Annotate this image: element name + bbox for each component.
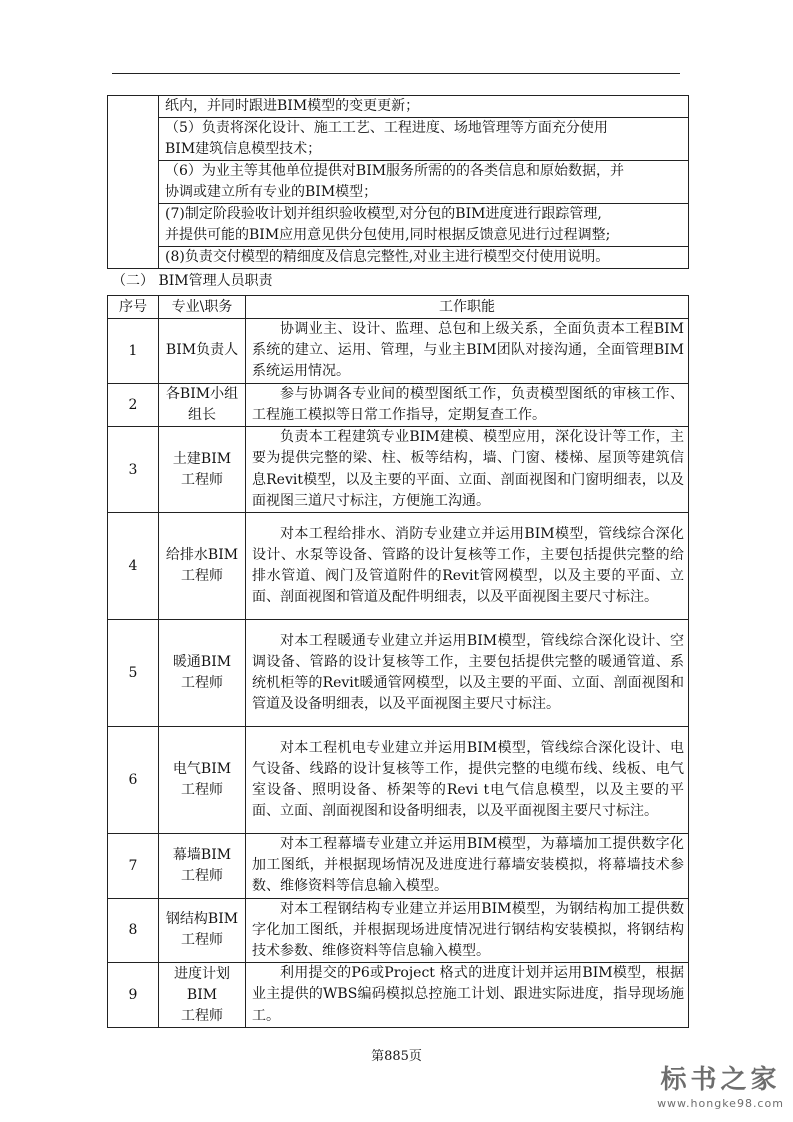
continuation-line: (8)负责交付模型的精细度及信息完整性,对业主进行模型交付使用说明。 — [165, 249, 610, 265]
table-row — [108, 963, 689, 1028]
table-row — [108, 620, 689, 727]
duty-text: 对本工程机电专业建立并运用BIM模型，管线综合深化设计、电气设备、线路的设计复核等工作，提供完整的电缆布线、线板、电气室设备、照明设备、桥架等的Revi t电气信息模型，以及主要的平面、立面、剖面视图和设备明细表，以及平面视图主要尺寸标注。 — [252, 739, 684, 820]
continuation-line: (7)制定阶段验收计划并组织验收模型,对分包的BIM进度进行跟踪管理, — [165, 206, 602, 222]
duty-text: 协调业主、设计、监理、总包和上级关系，全面负责本工程BIM系统的建立、运用、管理，与业主BIM团队对接沟通，全面管理BIM系统运用情况。 — [252, 321, 684, 380]
row-role — [159, 383, 246, 426]
duty-text: 对本工程暖通专业建立并运用BIM模型，管线综合深化设计、空调设备、管路的设计复核等工作，主要包括提供完整的暖通管道、系统机柜等的Revit暖通管网模型，以及主要的平面、立面、剖面视图和管道及设备明细表，以及平面视图主要尺寸标注。 — [252, 632, 684, 713]
row-duty — [246, 513, 689, 620]
continuation-line: 并提供可能的BIM应用意见供分包使用,同时根据反馈意见进行过程调整; — [165, 227, 611, 243]
row-duty — [246, 834, 689, 899]
header-duty: 工作职能 — [246, 296, 689, 319]
row-role — [159, 834, 246, 899]
row-duty — [246, 898, 689, 963]
row-role — [159, 727, 246, 834]
role-line: 暖通BIM — [172, 654, 232, 671]
row-role — [159, 620, 246, 727]
role-line: 组长 — [188, 406, 216, 423]
table-header-row — [108, 296, 689, 319]
table-row — [108, 383, 689, 426]
role-line: 进度计划 — [174, 965, 230, 982]
row-index: 2 — [108, 383, 159, 426]
continuation-line: 协调或建立所有专业的BIM模型； — [165, 184, 378, 200]
role-line: BIM负责人 — [165, 342, 239, 359]
logo-url: www.hongke98.com — [657, 1097, 784, 1110]
duty-text: 对本工程钢结构专业建立并运用BIM模型，为钢结构加工提供数字化加工图纸，并根据现场进度情况进行钢结构安装模拟，将钢结构技术参数、维修资料等信息输入模型。 — [252, 900, 684, 960]
header-role: 专业\职务 — [159, 296, 246, 319]
row-role — [159, 319, 246, 384]
role-line: 给排水BIM — [165, 547, 239, 564]
role-line: 工程师 — [181, 568, 223, 585]
row-index: 5 — [108, 620, 159, 727]
continuation-cell — [159, 204, 689, 247]
page-number: 第885页 — [371, 1049, 422, 1064]
table-row — [108, 898, 689, 963]
role-line: 各BIM小组 — [165, 385, 239, 402]
role-line: 工程师 — [181, 675, 223, 692]
continuation-cell — [159, 161, 689, 204]
duty-text: 参与协调各专业间的模型图纸工作，负责模型图纸的审核工作、工程施工模拟等日常工作指导，定期复查工作。 — [252, 385, 684, 423]
continuation-cell — [159, 247, 689, 269]
section-heading: （二） BIM管理人员职责 — [112, 273, 273, 289]
role-line: 工程师 — [181, 782, 223, 799]
row-index: 6 — [108, 727, 159, 834]
table-row — [108, 513, 689, 620]
logo-text: 标书之家 — [660, 1065, 781, 1095]
continuation-table — [107, 95, 689, 269]
role-line: 工程师 — [181, 932, 223, 949]
bim-staff-duties-table — [107, 295, 689, 1028]
row-role — [159, 963, 246, 1028]
continuation-line: （5）负责将深化设计、施工工艺、工程进度、场地管理等方面充分使用 — [165, 120, 608, 136]
duty-text: 负责本工程建筑专业BIM建模、模型应用，深化设计等工作，主要为提供完整的梁、柱、板等结构，墙、门窗、楼梯、屋顶等建筑信息Revit模型，以及主要的平面、立面、剖面视图和门窗明细表，以及面视图三道尺寸标注，方便施工沟通。 — [252, 429, 684, 509]
duty-text: 利用提交的P6或Project 格式的进度计划并运用BIM模型，根据业主提供的WBS编码模拟总控施工计划、跟进实际进度，指导现场施工。 — [252, 965, 684, 1024]
table-row — [108, 834, 689, 899]
continuation-line: BIM建筑信息模型技术； — [165, 141, 322, 157]
role-line: 工程师 — [181, 471, 223, 488]
table-row — [108, 427, 689, 513]
role-line: 土建BIM — [172, 450, 232, 467]
row-index: 7 — [108, 834, 159, 899]
role-line: 幕墙BIM — [172, 846, 232, 863]
continuation-line: （6）为业主等其他单位提供对BIM服务所需的的各类信息和原始数据，并 — [165, 163, 625, 179]
row-index: 1 — [108, 319, 159, 384]
row-duty — [246, 319, 689, 384]
row-role — [159, 427, 246, 513]
continuation-line: 纸内，并同时跟进BIM模型的变更更新； — [165, 98, 420, 114]
row-index: 3 — [108, 427, 159, 513]
header-rule — [112, 73, 680, 74]
row-duty — [246, 963, 689, 1028]
row-duty — [246, 620, 689, 727]
continuation-cell — [159, 118, 689, 161]
row-role — [159, 513, 246, 620]
duty-text: 对本工程给排水、消防专业建立并运用BIM模型，管线综合深化设计、水泵等设备、管路的设计复核等工作，主要包括提供完整的给排水管道、阀门及管道附件的Revit管网模型，以及主要的平面、立面、剖面视图和管道及配件明细表，以及平面视图主要尺寸标注。 — [252, 525, 684, 606]
watermark-logo — [648, 1063, 793, 1118]
role-line: 电气BIM — [172, 761, 232, 778]
role-line: BIM — [186, 986, 218, 1003]
row-role — [159, 898, 246, 963]
duty-text: 对本工程幕墙专业建立并运用BIM模型，为幕墙加工提供数字化加工图纸，并根据现场情况及进度进行幕墙安装模拟，将幕墙技术参数、维修资料等信息输入模型。 — [252, 836, 684, 895]
continuation-empty-cell — [108, 96, 159, 269]
table-body — [108, 319, 689, 1028]
row-duty — [246, 727, 689, 834]
role-line: 工程师 — [181, 867, 223, 884]
role-line: 钢结构BIM — [165, 911, 239, 928]
table-row — [108, 727, 689, 834]
row-duty — [246, 427, 689, 513]
role-line: 工程师 — [181, 1007, 223, 1024]
continuation-cell — [159, 96, 689, 118]
header-index: 序号 — [108, 296, 159, 319]
row-index: 8 — [108, 898, 159, 963]
row-index: 9 — [108, 963, 159, 1028]
row-index: 4 — [108, 513, 159, 620]
table-row — [108, 319, 689, 384]
row-duty — [246, 383, 689, 426]
